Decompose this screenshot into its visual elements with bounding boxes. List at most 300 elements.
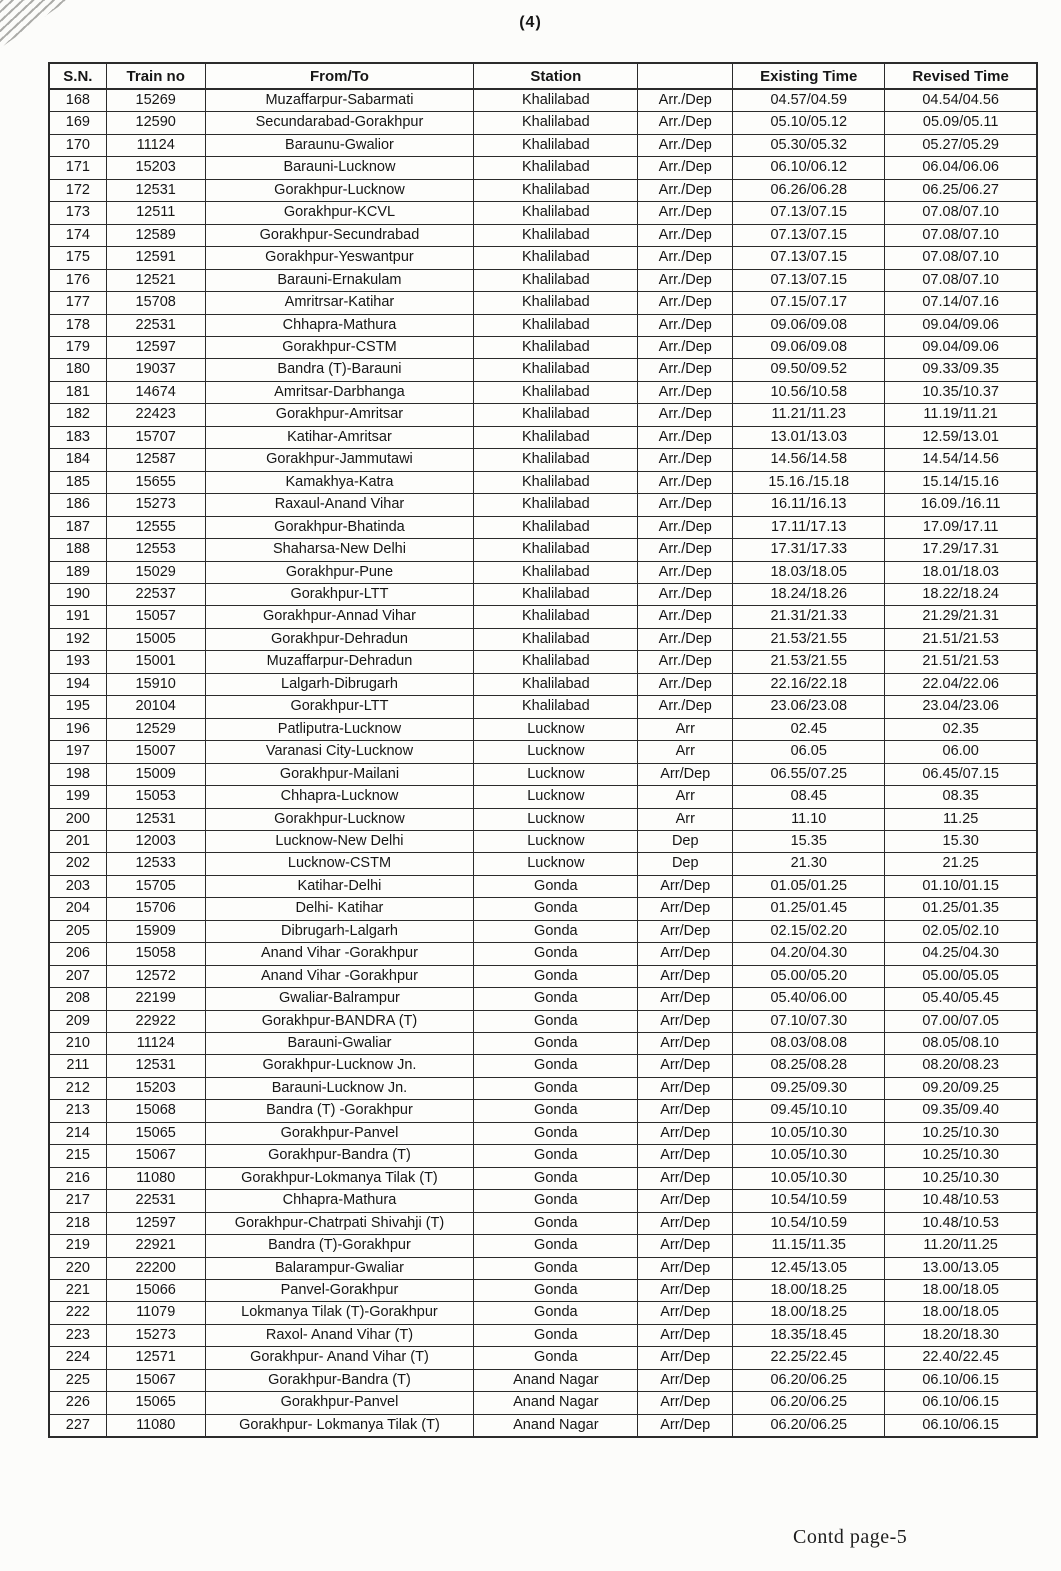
revised-time-cell: 05.40/05.45 [885, 988, 1037, 1010]
existing-time-cell: 09.45/10.10 [733, 1100, 885, 1122]
existing-time-cell: 16.11/16.13 [733, 494, 885, 516]
table-row [49, 1235, 1037, 1257]
train-no-cell: 12571 [106, 1347, 205, 1369]
train-no-cell: 22531 [106, 1190, 205, 1212]
station-cell: Khalilabad [474, 651, 638, 673]
revised-time-cell: 11.20/11.25 [885, 1235, 1037, 1257]
arr-dep-cell: Arr./Dep [638, 696, 733, 718]
table-row [49, 1145, 1037, 1167]
table-row [49, 179, 1037, 201]
from-to-cell: Chhapra-Lucknow [205, 786, 474, 808]
train-no-cell: 11080 [106, 1414, 205, 1437]
revised-time-cell: 07.08/07.10 [885, 224, 1037, 246]
revised-time-cell: 09.04/09.06 [885, 314, 1037, 336]
from-to-cell: Bandra (T)-Gorakhpur [205, 1235, 474, 1257]
sn-cell: 208 [49, 988, 106, 1010]
station-cell: Khalilabad [474, 269, 638, 291]
existing-time-cell: 06.05 [733, 741, 885, 763]
sn-cell: 170 [49, 134, 106, 156]
table-row [49, 336, 1037, 358]
arr-dep-cell: Arr./Dep [638, 381, 733, 403]
existing-time-cell: 07.10/07.30 [733, 1010, 885, 1032]
sn-cell: 175 [49, 247, 106, 269]
arr-dep-cell: Arr./Dep [638, 561, 733, 583]
table-row [49, 741, 1037, 763]
arr-dep-cell: Arr/Dep [638, 1167, 733, 1189]
train-no-cell: 20104 [106, 696, 205, 718]
from-to-cell: Muzaffarpur-Dehradun [205, 651, 474, 673]
train-no-cell: 12590 [106, 112, 205, 134]
from-to-cell: Bandra (T)-Barauni [205, 359, 474, 381]
existing-time-cell: 06.10/06.12 [733, 157, 885, 179]
station-cell: Khalilabad [474, 606, 638, 628]
revised-time-cell: 06.45/07.15 [885, 763, 1037, 785]
sn-cell: 215 [49, 1145, 106, 1167]
arr-dep-cell: Arr./Dep [638, 516, 733, 538]
arr-dep-cell: Arr/Dep [638, 763, 733, 785]
table-row [49, 1010, 1037, 1032]
arr-dep-cell: Arr./Dep [638, 606, 733, 628]
station-cell: Khalilabad [474, 247, 638, 269]
existing-time-cell: 02.15/02.20 [733, 920, 885, 942]
revised-time-cell: 06.04/06.06 [885, 157, 1037, 179]
arr-dep-cell: Arr/Dep [638, 1347, 733, 1369]
existing-time-cell: 17.31/17.33 [733, 539, 885, 561]
station-cell: Gonda [474, 1145, 638, 1167]
revised-time-cell: 06.25/06.27 [885, 179, 1037, 201]
from-to-cell: Raxaul-Anand Vihar [205, 494, 474, 516]
arr-dep-cell: Arr/Dep [638, 1010, 733, 1032]
arr-dep-cell: Arr/Dep [638, 1122, 733, 1144]
station-cell: Gonda [474, 1010, 638, 1032]
existing-time-cell: 15.16./15.18 [733, 471, 885, 493]
existing-time-cell: 07.13/07.15 [733, 247, 885, 269]
sn-cell: 210 [49, 1033, 106, 1055]
train-no-cell: 15273 [106, 494, 205, 516]
sn-cell: 221 [49, 1280, 106, 1302]
arr-dep-cell: Arr./Dep [638, 112, 733, 134]
train-no-cell: 12555 [106, 516, 205, 538]
existing-time-cell: 18.03/18.05 [733, 561, 885, 583]
table-row [49, 449, 1037, 471]
existing-time-cell: 10.05/10.30 [733, 1167, 885, 1189]
from-to-cell: Barauni-Lucknow [205, 157, 474, 179]
existing-time-cell: 21.53/21.55 [733, 628, 885, 650]
existing-time-cell: 01.25/01.45 [733, 898, 885, 920]
from-to-cell: Katihar-Delhi [205, 875, 474, 897]
station-cell: Khalilabad [474, 449, 638, 471]
arr-dep-cell: Arr/Dep [638, 898, 733, 920]
arr-dep-cell: Arr [638, 741, 733, 763]
existing-time-cell: 01.05/01.25 [733, 875, 885, 897]
revised-time-cell: 04.25/04.30 [885, 943, 1037, 965]
table-row [49, 988, 1037, 1010]
existing-time-cell: 05.40/06.00 [733, 988, 885, 1010]
sn-cell: 176 [49, 269, 106, 291]
table-row [49, 1302, 1037, 1324]
table-row [49, 561, 1037, 583]
station-cell: Lucknow [474, 808, 638, 830]
station-cell: Gonda [474, 898, 638, 920]
existing-time-cell: 08.45 [733, 786, 885, 808]
revised-time-cell: 10.25/10.30 [885, 1122, 1037, 1144]
train-no-cell: 15005 [106, 628, 205, 650]
train-no-cell: 15708 [106, 292, 205, 314]
train-no-cell: 12003 [106, 830, 205, 852]
sn-cell: 204 [49, 898, 106, 920]
train-no-cell: 15269 [106, 89, 205, 112]
train-no-cell: 12597 [106, 1212, 205, 1234]
sn-cell: 188 [49, 539, 106, 561]
train-no-cell: 15057 [106, 606, 205, 628]
train-no-cell: 15203 [106, 1077, 205, 1099]
table-row [49, 247, 1037, 269]
station-cell: Khalilabad [474, 583, 638, 605]
train-no-cell: 15910 [106, 673, 205, 695]
arr-dep-cell: Arr/Dep [638, 1033, 733, 1055]
arr-dep-cell: Dep [638, 830, 733, 852]
existing-time-cell: 10.05/10.30 [733, 1122, 885, 1144]
train-no-cell: 15066 [106, 1280, 205, 1302]
sn-cell: 225 [49, 1369, 106, 1391]
sn-cell: 197 [49, 741, 106, 763]
sn-cell: 216 [49, 1167, 106, 1189]
table-row [49, 494, 1037, 516]
arr-dep-cell: Arr/Dep [638, 1392, 733, 1414]
station-cell: Khalilabad [474, 112, 638, 134]
sn-cell: 203 [49, 875, 106, 897]
existing-time-cell: 08.25/08.28 [733, 1055, 885, 1077]
from-to-cell: Gorakhpur-Mailani [205, 763, 474, 785]
revised-time-cell: 17.09/17.11 [885, 516, 1037, 538]
station-cell: Khalilabad [474, 673, 638, 695]
sn-cell: 168 [49, 89, 106, 112]
sn-cell: 227 [49, 1414, 106, 1437]
train-no-cell: 12589 [106, 224, 205, 246]
from-to-cell: Gorakhpur-Bandra (T) [205, 1145, 474, 1167]
arr-dep-cell: Arr/Dep [638, 1414, 733, 1437]
arr-dep-cell: Arr/Dep [638, 988, 733, 1010]
existing-time-cell: 10.56/10.58 [733, 381, 885, 403]
sn-cell: 224 [49, 1347, 106, 1369]
from-to-cell: Gorakhpur-Panvel [205, 1392, 474, 1414]
sn-cell: 184 [49, 449, 106, 471]
arr-dep-cell: Arr [638, 718, 733, 740]
revised-time-cell: 10.48/10.53 [885, 1190, 1037, 1212]
existing-time-cell: 22.16/22.18 [733, 673, 885, 695]
from-to-cell: Gorakhpur-LTT [205, 583, 474, 605]
arr-dep-cell: Arr/Dep [638, 1212, 733, 1234]
station-cell: Gonda [474, 875, 638, 897]
train-no-cell: 11124 [106, 1033, 205, 1055]
revised-time-cell: 05.09/05.11 [885, 112, 1037, 134]
existing-time-cell: 18.24/18.26 [733, 583, 885, 605]
header-train-no: Train no [106, 63, 205, 89]
station-cell: Gonda [474, 1190, 638, 1212]
sn-cell: 187 [49, 516, 106, 538]
arr-dep-cell: Arr/Dep [638, 943, 733, 965]
sn-cell: 190 [49, 583, 106, 605]
station-cell: Khalilabad [474, 381, 638, 403]
table-row [49, 1324, 1037, 1346]
sn-cell: 222 [49, 1302, 106, 1324]
arr-dep-cell: Arr/Dep [638, 1077, 733, 1099]
header-row [49, 63, 1037, 89]
station-cell: Khalilabad [474, 336, 638, 358]
existing-time-cell: 21.53/21.55 [733, 651, 885, 673]
arr-dep-cell: Arr./Dep [638, 202, 733, 224]
station-cell: Gonda [474, 1235, 638, 1257]
arr-dep-cell: Arr./Dep [638, 336, 733, 358]
station-cell: Khalilabad [474, 202, 638, 224]
arr-dep-cell: Arr./Dep [638, 269, 733, 291]
arr-dep-cell: Arr [638, 808, 733, 830]
arr-dep-cell: Arr/Dep [638, 1100, 733, 1122]
station-cell: Gonda [474, 1077, 638, 1099]
table-row [49, 583, 1037, 605]
table-row [49, 1100, 1037, 1122]
from-to-cell: Lucknow-New Delhi [205, 830, 474, 852]
revised-time-cell: 07.00/07.05 [885, 1010, 1037, 1032]
train-no-cell: 15705 [106, 875, 205, 897]
station-cell: Lucknow [474, 718, 638, 740]
from-to-cell: Gorakhpur-Jammutawi [205, 449, 474, 471]
table-row [49, 673, 1037, 695]
table-row [49, 157, 1037, 179]
revised-time-cell: 02.35 [885, 718, 1037, 740]
from-to-cell: Gwaliar-Balrampur [205, 988, 474, 1010]
train-no-cell: 15706 [106, 898, 205, 920]
from-to-cell: Gorakhpur-Lucknow [205, 808, 474, 830]
existing-time-cell: 06.20/06.25 [733, 1369, 885, 1391]
existing-time-cell: 07.15/07.17 [733, 292, 885, 314]
train-no-cell: 15009 [106, 763, 205, 785]
station-cell: Gonda [474, 1324, 638, 1346]
table-row [49, 1055, 1037, 1077]
revised-time-cell: 05.00/05.05 [885, 965, 1037, 987]
existing-time-cell: 12.45/13.05 [733, 1257, 885, 1279]
train-no-cell: 15029 [106, 561, 205, 583]
existing-time-cell: 18.00/18.25 [733, 1280, 885, 1302]
train-no-cell: 15067 [106, 1145, 205, 1167]
table-row [49, 539, 1037, 561]
existing-time-cell: 06.20/06.25 [733, 1414, 885, 1437]
from-to-cell: Anand Vihar -Gorakhpur [205, 943, 474, 965]
table-row [49, 1257, 1037, 1279]
page-number: (4) [519, 14, 542, 31]
existing-time-cell: 11.21/11.23 [733, 404, 885, 426]
arr-dep-cell: Arr/Dep [638, 965, 733, 987]
train-no-cell: 15655 [106, 471, 205, 493]
from-to-cell: Gorakhpur-Lucknow Jn. [205, 1055, 474, 1077]
from-to-cell: Amritsar-Darbhanga [205, 381, 474, 403]
existing-time-cell: 09.25/09.30 [733, 1077, 885, 1099]
train-no-cell: 12591 [106, 247, 205, 269]
arr-dep-cell: Arr/Dep [638, 1190, 733, 1212]
table-row [49, 786, 1037, 808]
header-from-to: From/To [205, 63, 474, 89]
revised-time-cell: 01.10/01.15 [885, 875, 1037, 897]
arr-dep-cell: Arr./Dep [638, 583, 733, 605]
revised-time-cell: 23.04/23.06 [885, 696, 1037, 718]
arr-dep-cell: Arr./Dep [638, 292, 733, 314]
arr-dep-cell: Arr/Dep [638, 1280, 733, 1302]
train-no-cell: 11080 [106, 1167, 205, 1189]
table-row [49, 763, 1037, 785]
sn-cell: 217 [49, 1190, 106, 1212]
table-row [49, 224, 1037, 246]
existing-time-cell: 13.01/13.03 [733, 426, 885, 448]
sn-cell: 189 [49, 561, 106, 583]
train-no-cell: 12531 [106, 1055, 205, 1077]
station-cell: Gonda [474, 1302, 638, 1324]
table-row [49, 1280, 1037, 1302]
arr-dep-cell: Arr [638, 786, 733, 808]
table-row [49, 1033, 1037, 1055]
from-to-cell: Raxol- Anand Vihar (T) [205, 1324, 474, 1346]
from-to-cell: Muzaffarpur-Sabarmati [205, 89, 474, 112]
table-row [49, 830, 1037, 852]
sn-cell: 179 [49, 336, 106, 358]
train-no-cell: 12572 [106, 965, 205, 987]
existing-time-cell: 08.03/08.08 [733, 1033, 885, 1055]
from-to-cell: Chhapra-Mathura [205, 314, 474, 336]
train-schedule-table [48, 62, 1038, 1438]
table-row [49, 112, 1037, 134]
arr-dep-cell: Arr./Dep [638, 157, 733, 179]
revised-time-cell: 10.35/10.37 [885, 381, 1037, 403]
revised-time-cell: 21.51/21.53 [885, 628, 1037, 650]
station-cell: Gonda [474, 1257, 638, 1279]
from-to-cell: Gorakhpur-Panvel [205, 1122, 474, 1144]
existing-time-cell: 06.20/06.25 [733, 1392, 885, 1414]
station-cell: Khalilabad [474, 89, 638, 112]
train-no-cell: 12597 [106, 336, 205, 358]
continuation-note: Contd page-5 [793, 1526, 908, 1548]
revised-time-cell: 11.25 [885, 808, 1037, 830]
from-to-cell: Gorakhpur-Lokmanya Tilak (T) [205, 1167, 474, 1189]
existing-time-cell: 14.56/14.58 [733, 449, 885, 471]
train-no-cell: 15053 [106, 786, 205, 808]
train-no-cell: 12587 [106, 449, 205, 471]
table-row [49, 875, 1037, 897]
revised-time-cell: 07.08/07.10 [885, 269, 1037, 291]
table-row [49, 1392, 1037, 1414]
sn-cell: 186 [49, 494, 106, 516]
revised-time-cell: 10.25/10.30 [885, 1167, 1037, 1189]
train-no-cell: 12521 [106, 269, 205, 291]
station-cell: Khalilabad [474, 359, 638, 381]
from-to-cell: Lokmanya Tilak (T)-Gorakhpur [205, 1302, 474, 1324]
revised-time-cell: 18.01/18.03 [885, 561, 1037, 583]
table-row [49, 1167, 1037, 1189]
existing-time-cell: 21.31/21.33 [733, 606, 885, 628]
station-cell: Gonda [474, 1100, 638, 1122]
from-to-cell: Amritrsar-Katihar [205, 292, 474, 314]
header-station: Station [474, 63, 638, 89]
table-row [49, 1077, 1037, 1099]
from-to-cell: Kamakhya-Katra [205, 471, 474, 493]
arr-dep-cell: Arr./Dep [638, 628, 733, 650]
existing-time-cell: 11.15/11.35 [733, 1235, 885, 1257]
revised-time-cell: 07.08/07.10 [885, 202, 1037, 224]
table-row [49, 853, 1037, 875]
arr-dep-cell: Arr/Dep [638, 1145, 733, 1167]
from-to-cell: Delhi- Katihar [205, 898, 474, 920]
station-cell: Anand Nagar [474, 1392, 638, 1414]
train-no-cell: 12533 [106, 853, 205, 875]
table-row [49, 269, 1037, 291]
table-row [49, 1190, 1037, 1212]
station-cell: Khalilabad [474, 494, 638, 516]
sn-cell: 198 [49, 763, 106, 785]
sn-cell: 223 [49, 1324, 106, 1346]
train-no-cell: 22921 [106, 1235, 205, 1257]
train-no-cell: 11124 [106, 134, 205, 156]
header-sn: S.N. [49, 63, 106, 89]
existing-time-cell: 09.06/09.08 [733, 336, 885, 358]
sn-cell: 219 [49, 1235, 106, 1257]
existing-time-cell: 04.57/04.59 [733, 89, 885, 112]
from-to-cell: Gorakhpur-Yeswantpur [205, 247, 474, 269]
existing-time-cell: 02.45 [733, 718, 885, 740]
station-cell: Khalilabad [474, 157, 638, 179]
existing-time-cell: 21.30 [733, 853, 885, 875]
train-no-cell: 22200 [106, 1257, 205, 1279]
revised-time-cell: 10.48/10.53 [885, 1212, 1037, 1234]
arr-dep-cell: Arr./Dep [638, 673, 733, 695]
table-row [49, 1414, 1037, 1437]
from-to-cell: Gorakhpur-Dehradun [205, 628, 474, 650]
station-cell: Gonda [474, 1055, 638, 1077]
table-row [49, 920, 1037, 942]
sn-cell: 183 [49, 426, 106, 448]
sn-cell: 169 [49, 112, 106, 134]
arr-dep-cell: Dep [638, 853, 733, 875]
sn-cell: 180 [49, 359, 106, 381]
station-cell: Khalilabad [474, 426, 638, 448]
from-to-cell: Gorakhpur- Anand Vihar (T) [205, 1347, 474, 1369]
from-to-cell: Gorakhpur-Annad Vihar [205, 606, 474, 628]
train-no-cell: 15707 [106, 426, 205, 448]
sn-cell: 226 [49, 1392, 106, 1414]
train-no-cell: 22423 [106, 404, 205, 426]
from-to-cell: Baraunu-Gwalior [205, 134, 474, 156]
station-cell: Khalilabad [474, 516, 638, 538]
revised-time-cell: 08.35 [885, 786, 1037, 808]
revised-time-cell: 06.10/06.15 [885, 1414, 1037, 1437]
existing-time-cell: 09.06/09.08 [733, 314, 885, 336]
table-row [49, 89, 1037, 112]
station-cell: Gonda [474, 943, 638, 965]
train-no-cell: 12511 [106, 202, 205, 224]
sn-cell: 194 [49, 673, 106, 695]
arr-dep-cell: Arr./Dep [638, 651, 733, 673]
sn-cell: 173 [49, 202, 106, 224]
existing-time-cell: 07.13/07.15 [733, 269, 885, 291]
table-row [49, 1212, 1037, 1234]
train-no-cell: 22531 [106, 314, 205, 336]
arr-dep-cell: Arr/Dep [638, 1302, 733, 1324]
from-to-cell: Secundarabad-Gorakhpur [205, 112, 474, 134]
sn-cell: 202 [49, 853, 106, 875]
table-row [49, 314, 1037, 336]
arr-dep-cell: Arr/Dep [638, 1257, 733, 1279]
table-row [49, 965, 1037, 987]
revised-time-cell: 06.10/06.15 [885, 1392, 1037, 1414]
revised-time-cell: 04.54/04.56 [885, 89, 1037, 112]
arr-dep-cell: Arr./Dep [638, 89, 733, 112]
